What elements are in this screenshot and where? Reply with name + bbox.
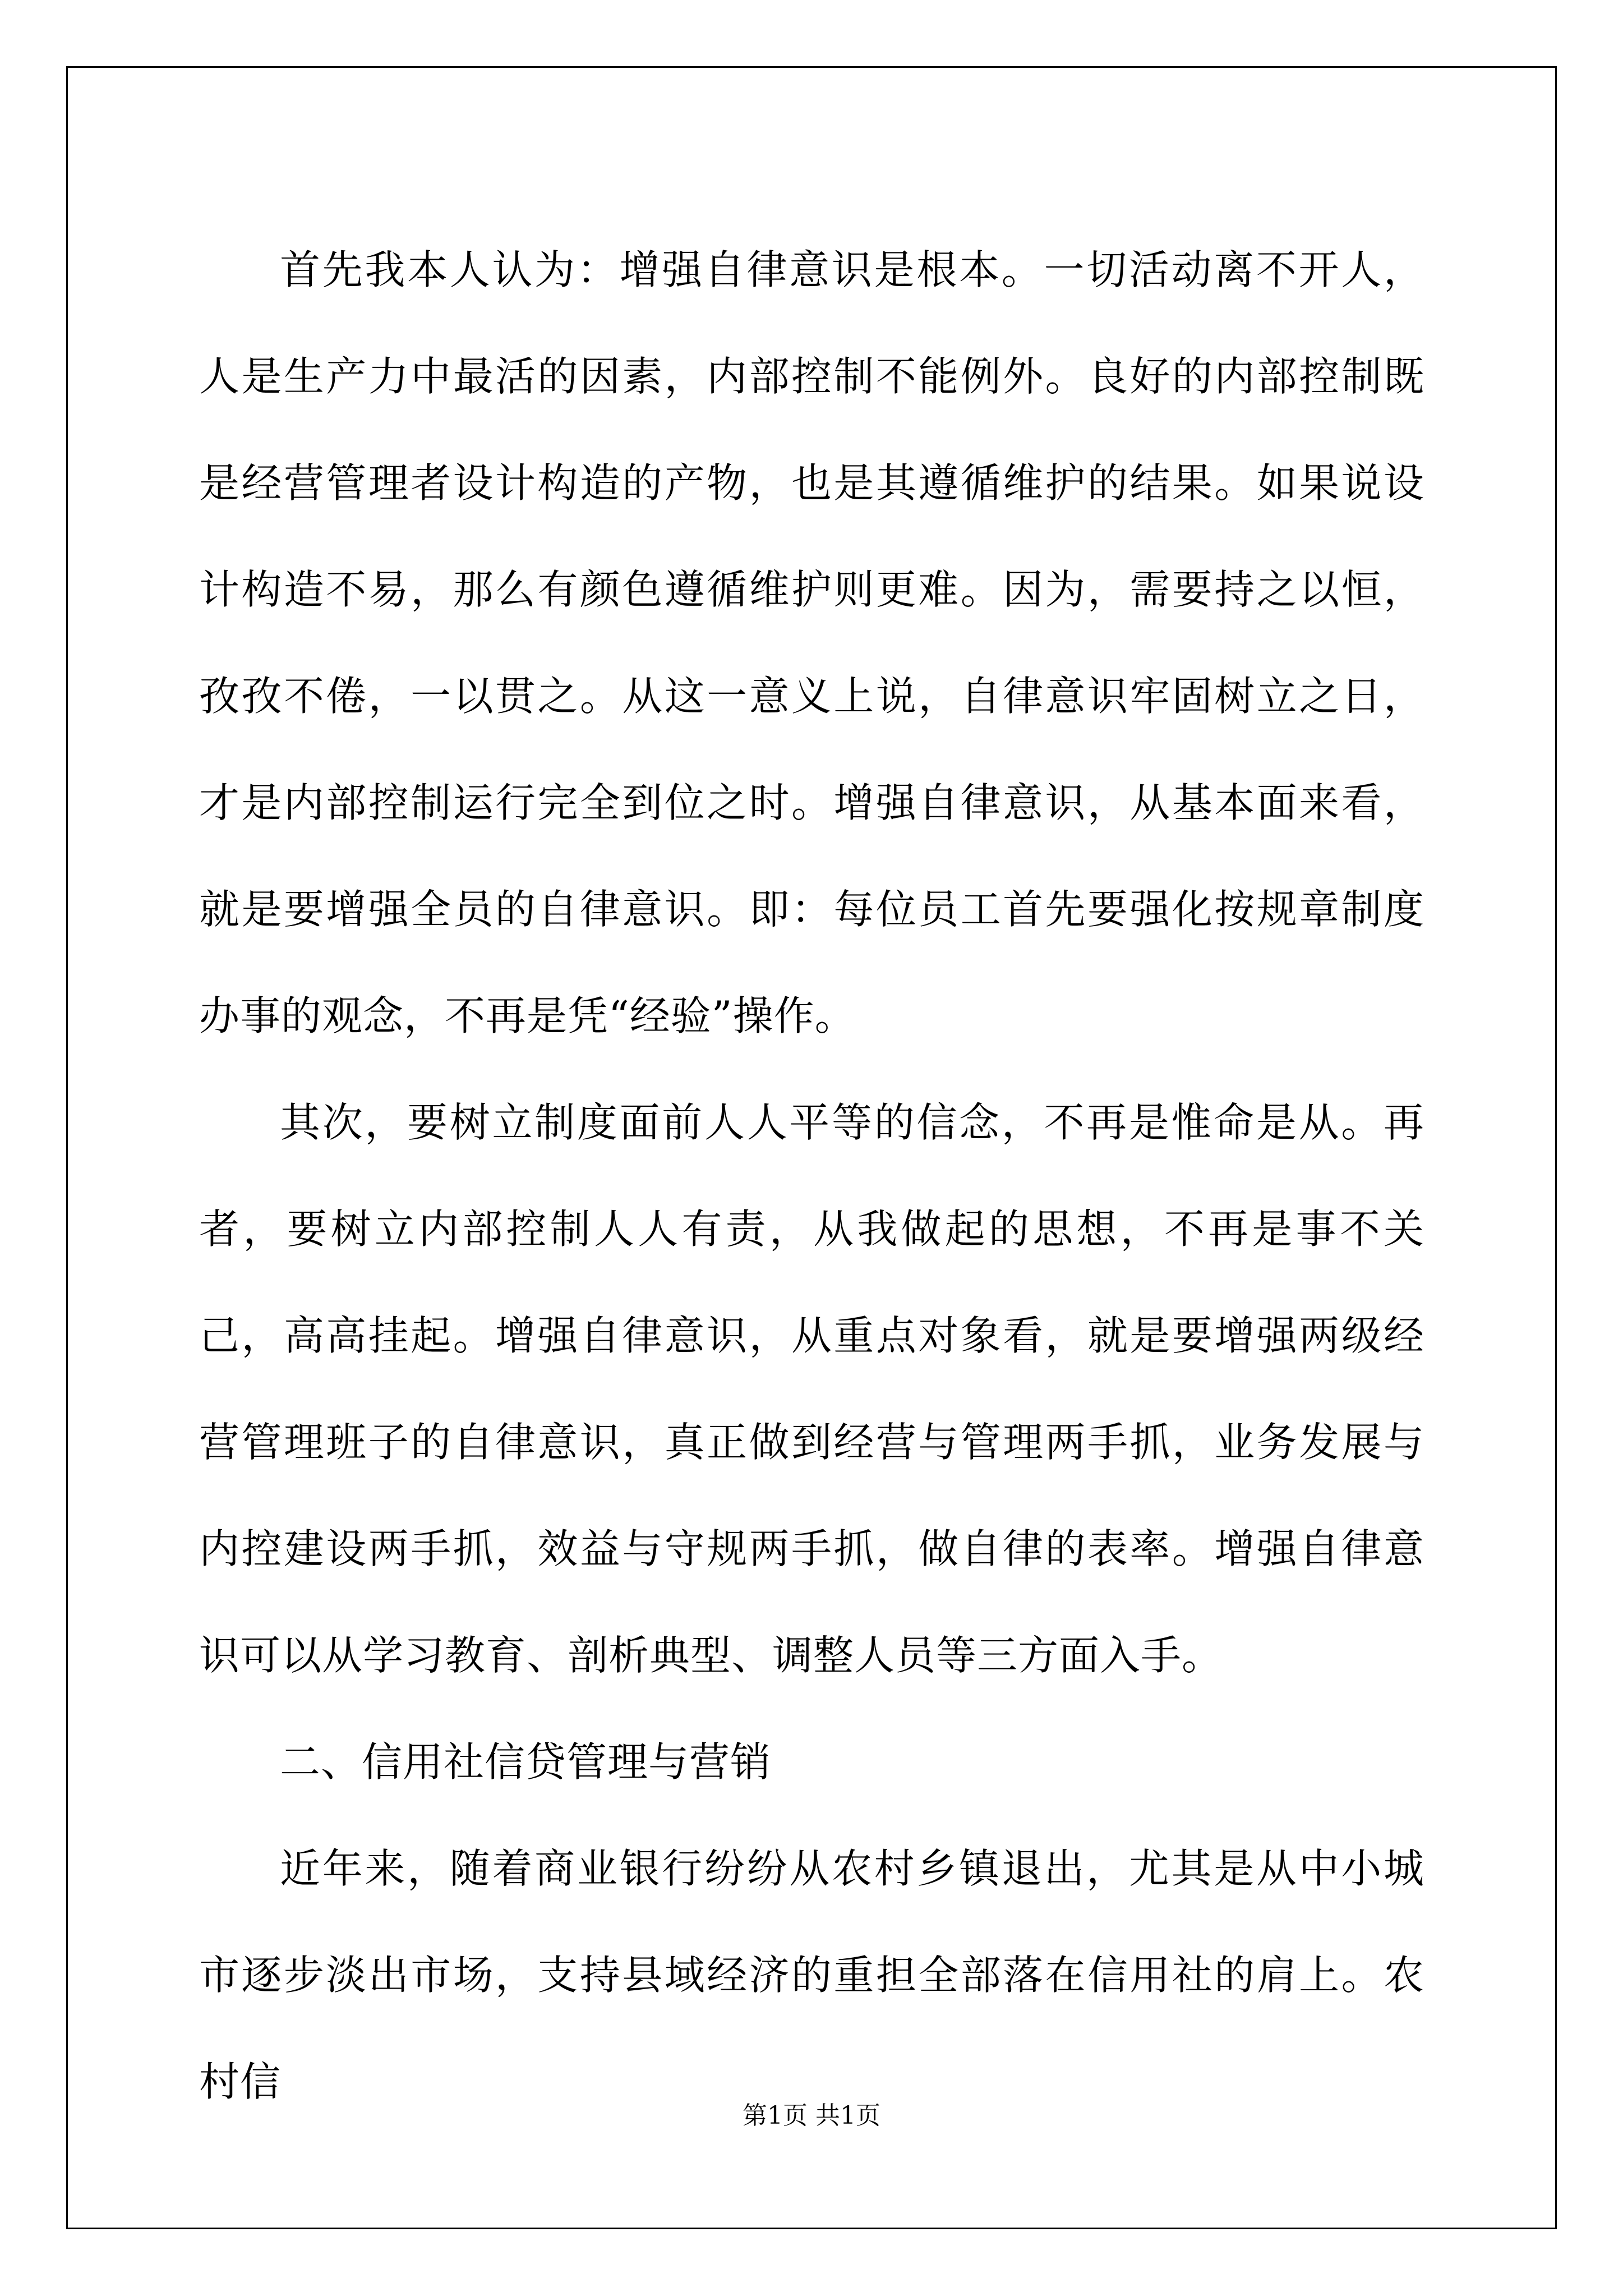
page-footer: 第1页 共1页: [743, 2101, 880, 2130]
paragraph-3: 近年来，随着商业银行纷纷从农村乡镇退出，尤其是从中小城市逐步淡出市场，支持县域经济的重担全部落在信用社的肩上。农村信: [199, 1845, 1424, 2105]
section-heading: 二、信用社信贷管理与营销: [280, 1738, 772, 1786]
paragraph-1: 首先我本人认为：增强自律意识是根本。一切活动离不开人，人是生产力中最活的因素，内部控制不能例外。良好的内部控制既是经营管理者设计构造的产物，也是其遵循维护的结果。如果说设计构造不易，那么有颜色遵循维护则更难。因为，需要持之以恒，孜孜不倦，一以贯之。从这一意义上说，自律意识牢固树立之日，才是内部控制运行完全到位之时。增强自律意识，从基本面来看，就是要增强全员的自律意识。即：每位员工首先要强化按规章制度办事的观念，不再是凭“经验”操作。: [199, 246, 1424, 1039]
paragraph-2: 其次，要树立制度面前人人平等的信念，不再是惟命是从。再者，要树立内部控制人人有责，从我做起的思想，不再是事不关己，高高挂起。增强自律意识，从重点对象看，就是要增强两级经营管理班子的自律意识，真正做到经营与管理两手抓，业务发展与内控建设两手抓，效益与守规两手抓，做自律的表率。增强自律意识可以从学习教育、剖析典型、调整人员等三方面入手。: [199, 1099, 1424, 1679]
document-body: [199, 217, 1424, 2135]
